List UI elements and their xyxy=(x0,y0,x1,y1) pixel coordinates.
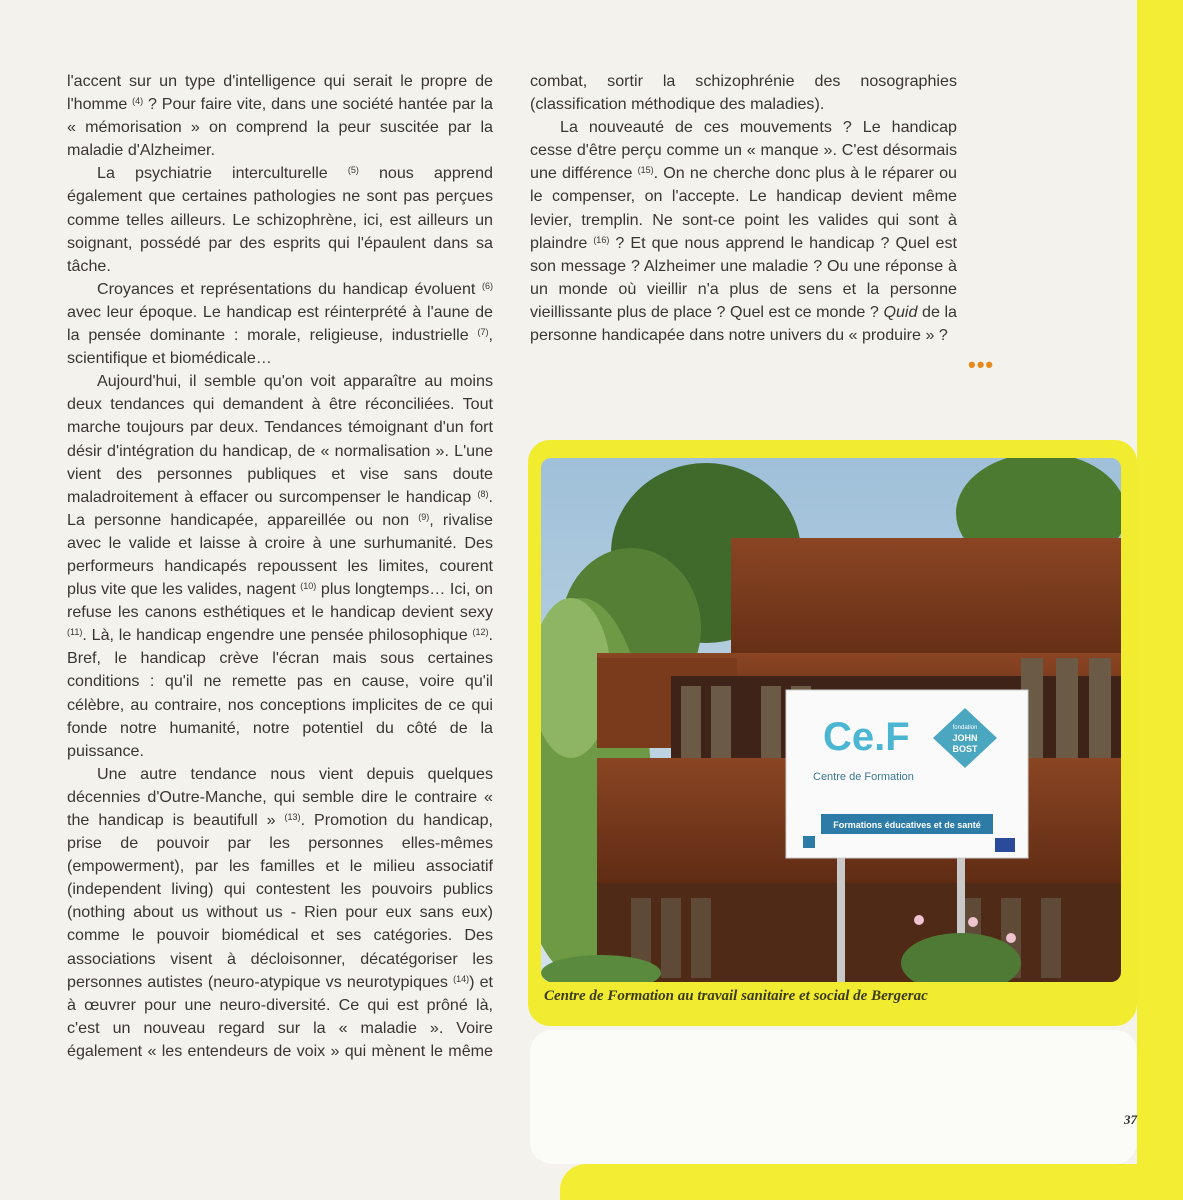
footnote-ref: (4) xyxy=(132,96,144,107)
footnote-ref: (6) xyxy=(482,280,493,291)
badge-line1: JOHN xyxy=(952,733,978,743)
photo-frame xyxy=(528,440,1137,1026)
footnote-ref: (12) xyxy=(472,627,489,638)
paragraph: La nouveauté de ces mouvements ? Le handicap cesse d'être perçu comme un « manque ». C'est désormais une différence $^{(15)}$. On ne cherche donc plus à le réparer ou le compenser, on l'accepte. Le handicap devient même levier, tremplin. Ne sont-ce point les valides qui sont à plaindre $^{(16)}$ ? Et que nous apprend le handicap ? Quel est son message ? Alzheimer une maladie ? Ou une réponse à un monde où vieillir n'a plus de sens et la personne vieillissante plus de place ? Quel est ce monde ? Quid de la personne handicapée dans notre univers du « produire » ? xyxy=(530,118,957,345)
footnote-ref: (8) xyxy=(477,488,489,499)
yellow-bottom-band xyxy=(560,1164,1183,1200)
footnote-ref: (10) xyxy=(300,581,317,592)
sign-logo: Ce.F xyxy=(823,715,910,759)
badge-small: fondation xyxy=(952,725,978,731)
paragraph: combat, sortir la schizophrénie des nosographies (classification méthodique des maladies). xyxy=(530,72,957,114)
page-number: 37 xyxy=(1124,1112,1137,1127)
right-text-column xyxy=(530,70,957,347)
badge-line2: BOST xyxy=(952,744,978,754)
footnote-ref: (11) xyxy=(67,627,83,638)
paragraph: La psychiatrie interculturelle $^{(5)}$ nous apprend également que certaines pathologies ne sont pas perçues comme telles ailleurs. Le schizophrène, ici, est ailleurs un soignant, possédé par des esprits qui l'épaulent dans sa tâche. xyxy=(67,164,493,275)
paragraph: l'accent sur un type d'intelligence qui serait le propre de l'homme $^{(4)}$ ? Pour faire vite, dans une société hantée par la « mémorisation » on comprend la peur suscitée par la maladie d'Alzheimer. xyxy=(67,72,493,160)
footnote-ref: (7) xyxy=(477,327,489,338)
footnote-ref: (13) xyxy=(284,812,301,822)
building-photo xyxy=(541,458,1121,982)
photo-caption: Centre de Formation au travail sanitaire et social de Bergerac xyxy=(544,988,928,1004)
yellow-side-band xyxy=(1137,0,1183,1200)
footnote-ref: (15) xyxy=(637,165,654,176)
left-text-column xyxy=(67,70,493,1063)
footnote-ref: (5) xyxy=(347,165,359,176)
sign-banner: Formations éducatives et de santé xyxy=(833,820,981,830)
sign-title: Centre de Formation xyxy=(813,771,914,783)
footnote-ref: (9) xyxy=(418,511,430,522)
footnote-ref: (14) xyxy=(453,973,470,984)
italic-quid: Quid xyxy=(883,302,918,321)
paragraph: Une autre tendance nous vient depuis quelques décennies d'Outre-Manche, qui semble dire le contraire « the handicap is beautifull » $^{(13)}$. Promotion du handicap, prise de pouvoir par les personnes elles-mêmes (empowerment), par les familles et le milieu associatif (independent living) qui contestent les pouvoirs publics (nothing about us without us - Rien pour eux sans eux) comme le pouvoir biomédical et ses catégories. Des associations visent à décloisonner, décatégoriser les personnes autistes (neuro-atypique vs neurotypiques $^{(14)}$) et à œuvrer pour une neuro-diversité. Ce qui est prôné là, c'est un nouveau regard sur la « maladie ». Voire également « les entendeurs de voix » qui mènent le même xyxy=(67,764,493,1060)
white-panel xyxy=(530,1030,1137,1164)
paragraph: Aujourd'hui, il semble qu'on voit apparaître au moins deux tendances qui demandent à être réconciliées. Tout marche toujours par deux. Tendances témoignant d'un fort désir d'intégration du handicap, de « normalisation ». L'une vient des personnes publiques et vise sans doute maladroitement à effacer ou surcompenser le handicap $^{(8)}$. La personne handicapée, appareillée ou non $^{(9)}$, rivalise avec le valide et laisse à croire à une surhumanité. Des performeurs handicapés repoussent les limites, courent plus vite que les valides, nagent $^{(10)}$ plus longtemps… Ici, on refuse les canons esthétiques et le handicap devient sexy $^{(11)}$. Là, le handicap engendre une pensée philosophique $^{(12)}$. Bref, le handicap crève l'écran mais sous certaines conditions : qu'il ne remette pas en cause, voire qu'il célèbre, au contraire, nos conceptions implicites de ce qui fonde notre humanité, notre potentiel du côté de la puissance. xyxy=(67,372,493,760)
paragraph: Croyances et représentations du handicap évoluent $^{(6)}$ avec leur époque. Le handicap est réinterprété à l'aune de la pensée dominante : morale, religieuse, industrielle $^{(7)}$, scientifique et biomédicale… xyxy=(67,279,493,368)
end-of-article-dots: ••• xyxy=(968,352,995,377)
footnote-ref: (16) xyxy=(593,234,610,245)
